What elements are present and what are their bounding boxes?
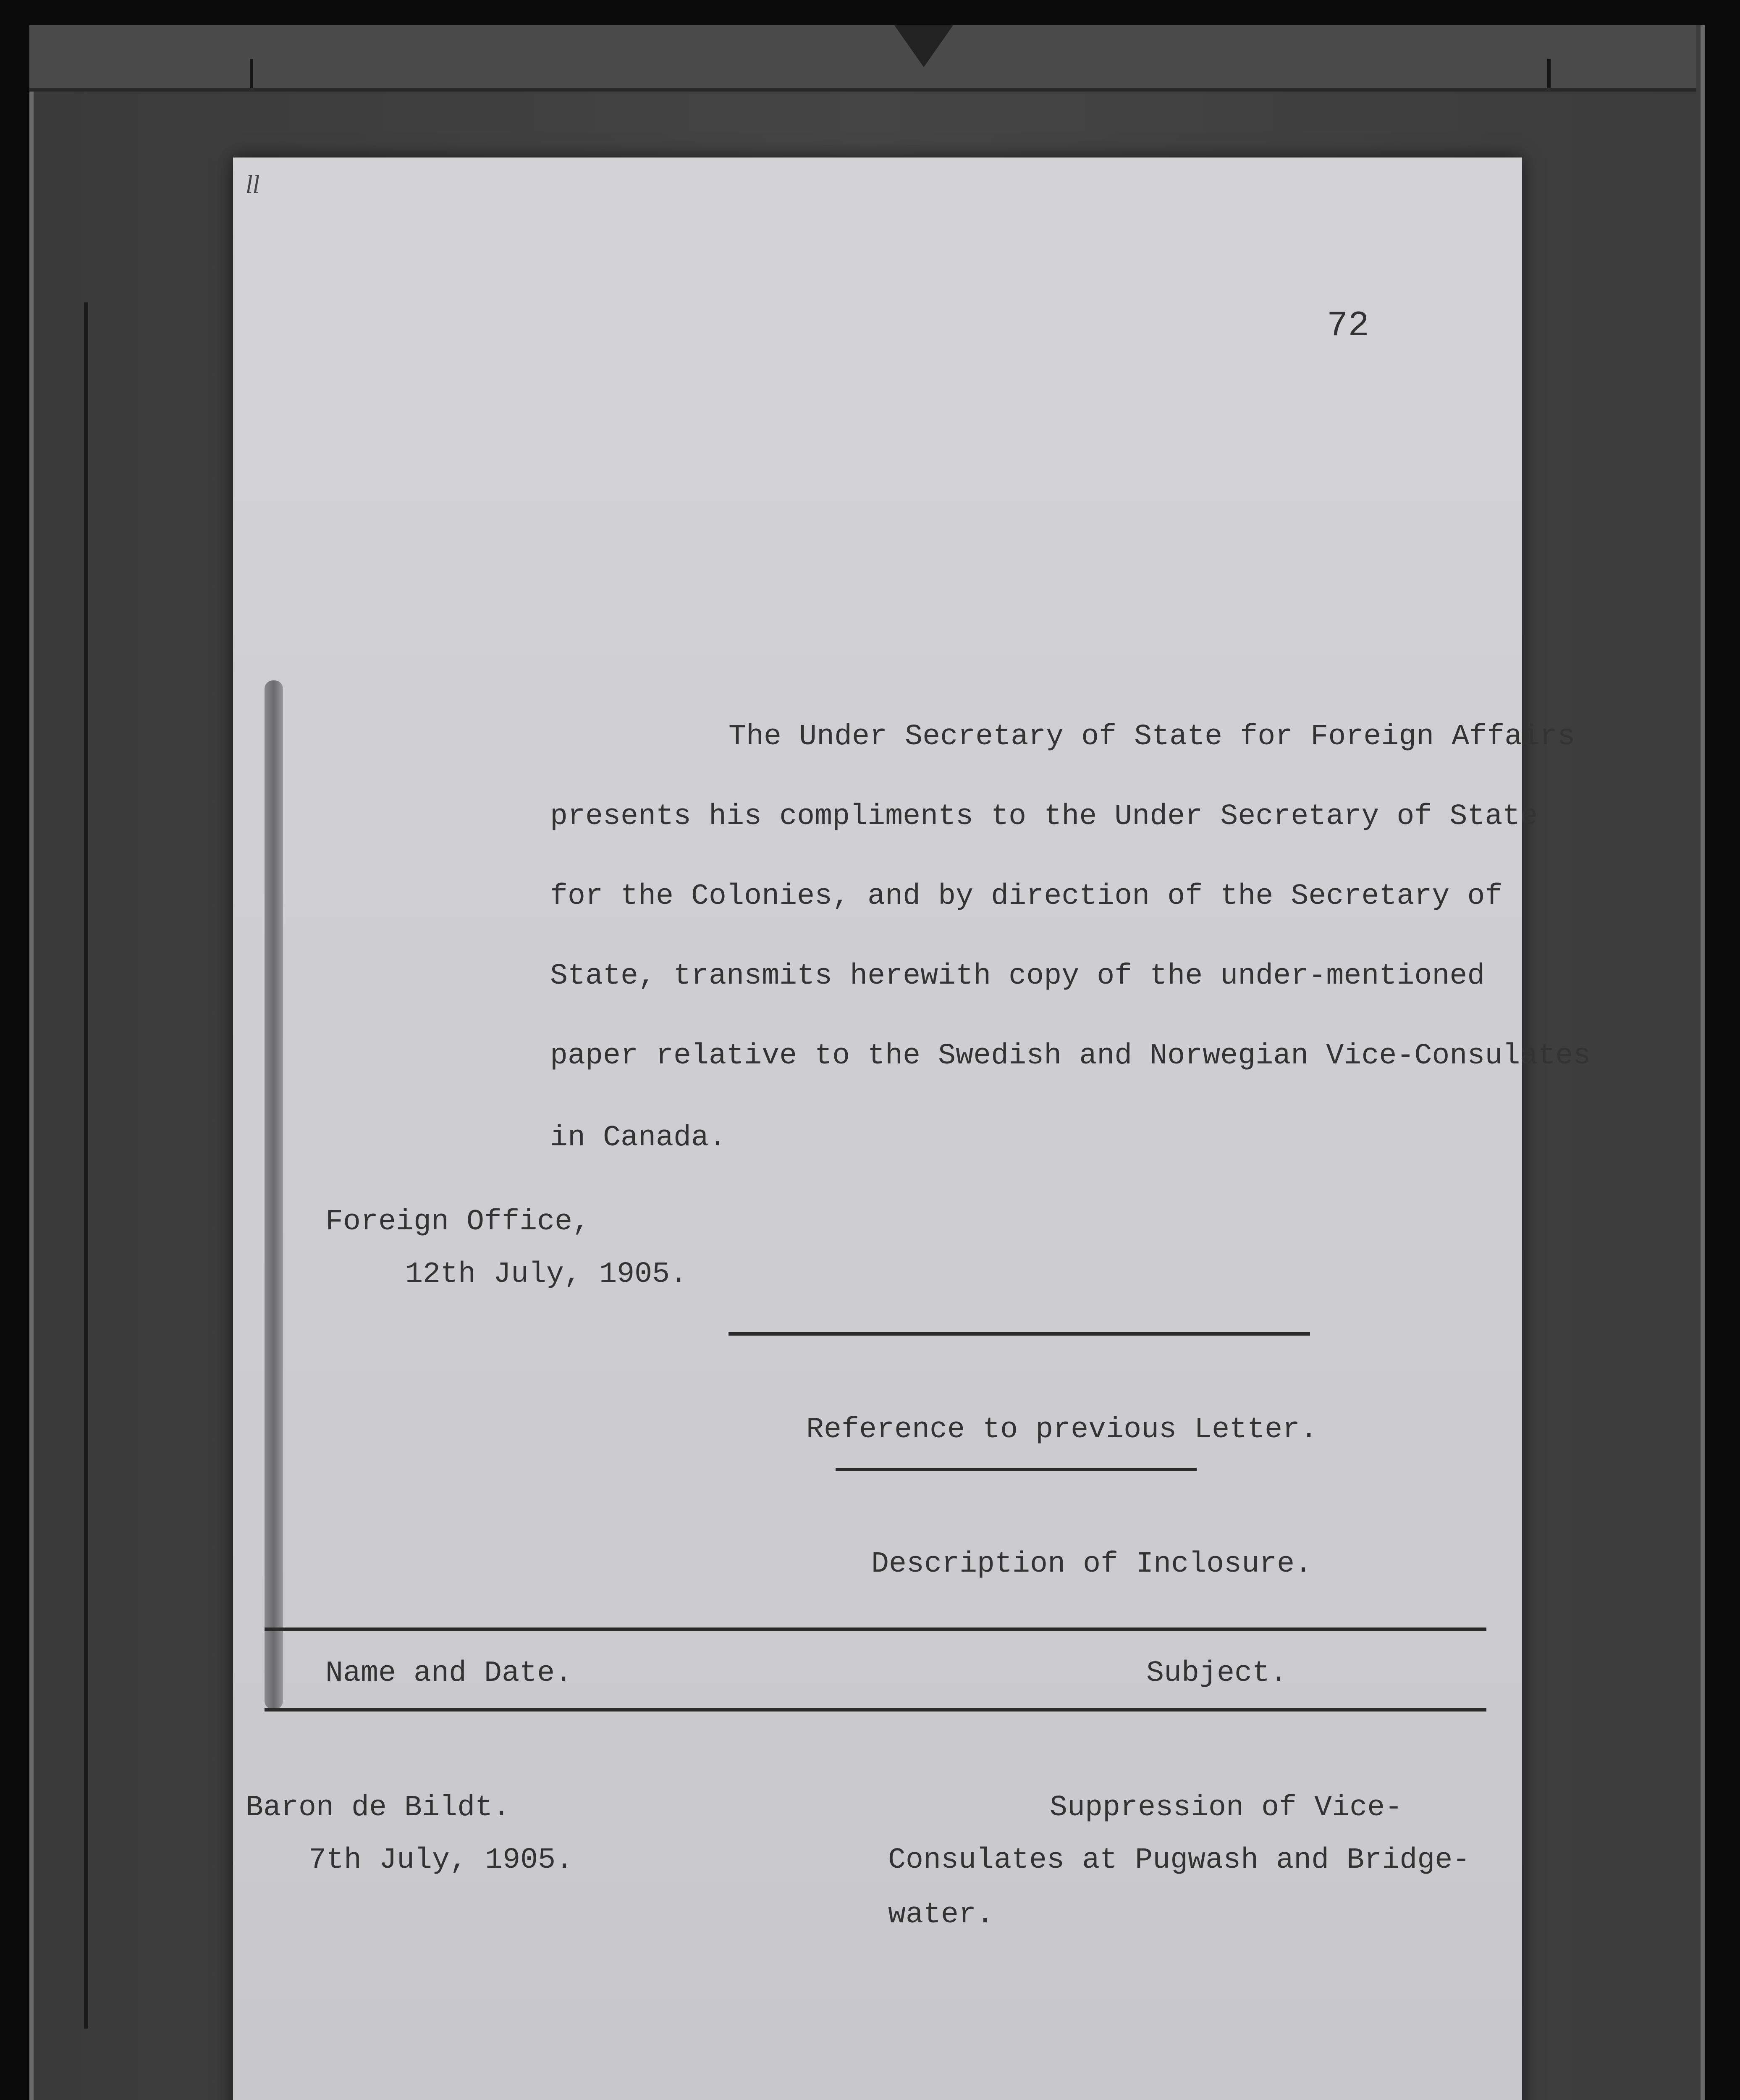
binding-strip [265,680,283,1709]
page-number: 72 [1327,306,1369,346]
inclosure-subject-line-1: Suppression of Vice- [1050,1791,1403,1824]
reference-heading: Reference to previous Letter. [806,1413,1318,1446]
frame-notch-marker [894,25,953,67]
body-line-6: in Canada. [550,1121,727,1155]
table-header-rule [265,1708,1486,1712]
reference-underline [836,1468,1197,1471]
body-line-4: State, transmits herewith copy of the under-mentioned [550,960,1485,993]
sender-date: 12th July, 1905. [405,1258,688,1291]
body-line-5: paper relative to the Swedish and Norwegian Vice-Consulates [550,1040,1591,1073]
frame-top-bar [29,25,1696,92]
inclosure-subject-line-2: Consulates at Pugwash and Bridge- [888,1844,1470,1877]
frame-tick-left [250,59,253,88]
table-header-subject: Subject. [1146,1657,1288,1690]
table-top-rule [265,1628,1486,1631]
inclosure-heading: Description of Inclosure. [871,1548,1313,1581]
frame-vertical-line [84,302,88,2029]
sender-office: Foreign Office, [325,1205,590,1239]
inclosure-subject-line-3: water. [888,1898,994,1932]
table-header-name-date: Name and Date. [325,1657,573,1690]
frame-tick-right [1547,59,1551,88]
inclosure-name: Baron de Bildt. [246,1791,511,1824]
body-line-1: The Under Secretary of State for Foreign Affairs [728,720,1575,753]
body-line-2: presents his compliments to the Under Secretary of State [550,800,1538,833]
corner-handwritten-mark: ll [246,171,260,198]
body-line-3: for the Colonies, and by direction of the Secretary of [550,880,1503,913]
inclosure-date: 7th July, 1905. [309,1844,574,1877]
separator-rule [728,1332,1310,1336]
